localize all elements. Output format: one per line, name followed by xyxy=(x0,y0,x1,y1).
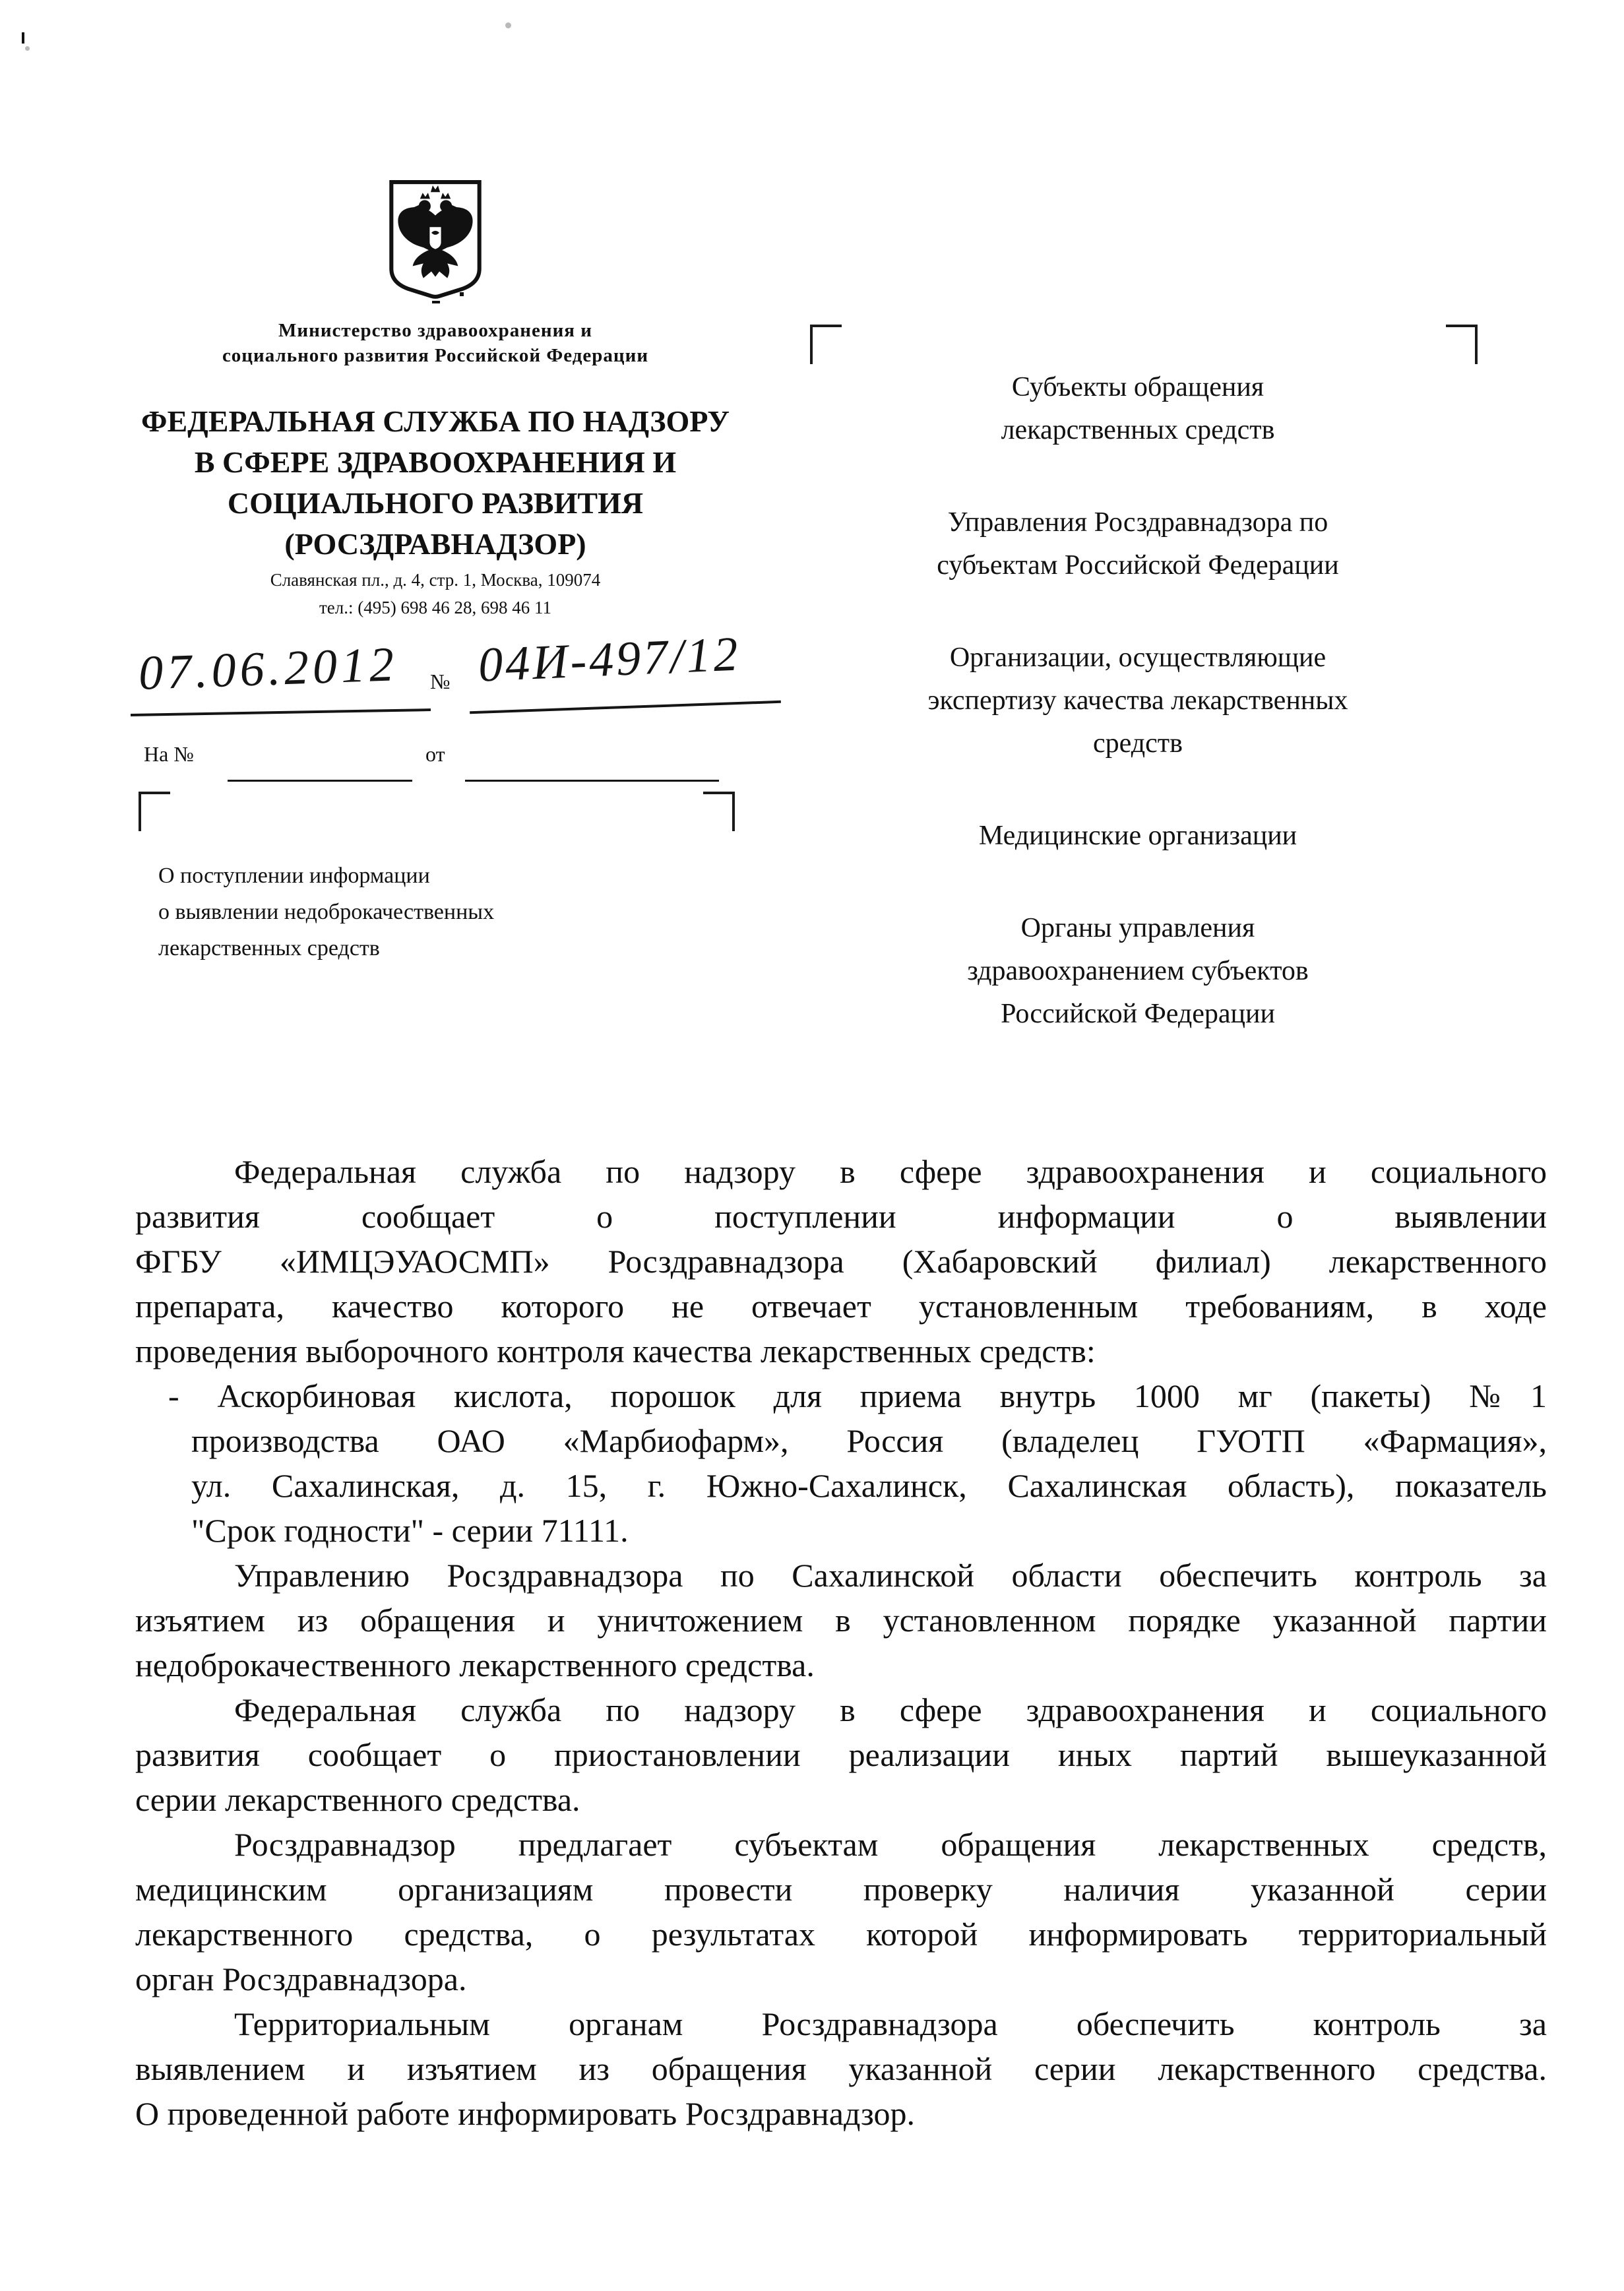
subject-line: о выявлении недоброкачественных xyxy=(158,900,495,924)
body-line: Федеральная служба по надзору в сфере здравоохранения и социального xyxy=(234,1153,1547,1190)
body-line: Территориальным органам Росздравнадзора обеспечить контроль за xyxy=(234,2005,1547,2042)
body-line: серии лекарственного средства. xyxy=(135,1781,580,1818)
body-line: проведения выборочного контроля качества лекарственных средств: xyxy=(135,1333,1096,1369)
service-line: В СФЕРЕ ЗДРАВООХРАНЕНИЯ И xyxy=(194,445,677,479)
body-line: "Срок годности" - серии 71111. xyxy=(191,1512,629,1549)
body-line: препарата, качество которого не отвечает установленным требованиям, в ходе xyxy=(135,1288,1547,1325)
body-line: развития сообщает о поступлении информации о выявлении xyxy=(135,1198,1547,1235)
body-line: ул. Сахалинская, д. 15, г. Южно-Сахалинск, Сахалинская область), показатель xyxy=(191,1467,1547,1504)
address-line: Славянская пл., д. 4, стр. 1, Москва, 109074 xyxy=(270,570,601,590)
coat-of-arms-icon xyxy=(381,177,489,303)
ministry-line: социального развития Российской Федерации xyxy=(222,345,649,366)
subject-block xyxy=(158,858,752,966)
body-line: орган Росздравнадзора. xyxy=(135,1961,467,1997)
paragraph-bullet xyxy=(168,1373,1547,1553)
recipient-line: Органы управления xyxy=(1020,913,1255,943)
scan-artifact xyxy=(25,46,30,51)
body-line: - Аскорбиновая кислота, порошок для приема внутрь 1000 мг (пакеты) №1 xyxy=(168,1377,1547,1414)
reply-number-blank xyxy=(228,780,412,782)
recipient-line: Организации, осуществляющие xyxy=(949,643,1327,673)
subject-line: О поступлении информации xyxy=(158,863,430,888)
letterhead-contacts xyxy=(125,566,745,621)
body-line: лекарственного средства, о результатах которой информировать территориальный xyxy=(135,1916,1547,1953)
body-line: Федеральная служба по надзору в сфере здравоохранения и социального xyxy=(234,1691,1547,1728)
recipient-line: лекарственных средств xyxy=(1001,415,1275,445)
service-line: СОЦИАЛЬНОГО РАЗВИТИЯ xyxy=(227,486,644,520)
paragraph xyxy=(135,1149,1547,1373)
reply-number-label: На № xyxy=(144,742,194,766)
date-underline xyxy=(131,708,431,716)
scan-artifact xyxy=(505,22,511,28)
recipient-line: Управления Росздравнадзора по xyxy=(947,507,1328,538)
recipient-line: здравоохранением субъектов xyxy=(967,956,1309,986)
recipient-line: субъектам Российской Федерации xyxy=(937,550,1339,581)
recipient-line: средств xyxy=(1093,728,1183,759)
body-line: Управлению Росздравнадзора по Сахалинской области обеспечить контроль за xyxy=(234,1557,1547,1594)
body-line: недоброкачественного лекарственного средства. xyxy=(135,1647,815,1683)
reply-date-blank xyxy=(465,780,719,782)
number-symbol: № xyxy=(430,670,451,693)
service-name xyxy=(125,401,745,565)
body-line: О проведенной работе информировать Росздравнадзор. xyxy=(135,2095,915,2132)
recipient xyxy=(825,501,1451,587)
ministry-line: Министерство здравоохранения и xyxy=(278,320,592,341)
recipient-line: Российской Федерации xyxy=(1001,999,1275,1029)
recipients-block xyxy=(825,366,1451,1085)
body-line: развития сообщает о приостановлении реализации иных партий вышеуказанной xyxy=(135,1736,1547,1773)
recipient xyxy=(825,815,1451,858)
recipients-corner-right xyxy=(1446,325,1478,364)
reply-from-label: от xyxy=(425,742,445,766)
recipient xyxy=(825,637,1451,765)
letter-body xyxy=(135,1149,1547,2136)
paragraph xyxy=(135,2001,1547,2136)
recipient-line: Субъекты обращения xyxy=(1011,372,1265,402)
subject-line: лекарственных средств xyxy=(158,936,380,960)
subject-corner-right xyxy=(703,792,735,831)
subject-corner-left xyxy=(139,792,170,831)
paragraph xyxy=(135,1553,1547,1687)
service-line: (РОСЗДРАВНАДЗОР) xyxy=(284,527,586,561)
body-line: изъятием из обращения и уничтожением в установленном порядке указанной партии xyxy=(135,1602,1547,1639)
recipient xyxy=(825,366,1451,452)
body-line: выявлением и изъятием из обращения указанной серии лекарственного средства. xyxy=(135,2050,1547,2087)
handwritten-number: 04И-497/12 xyxy=(477,627,742,693)
recipients-corner-left xyxy=(810,325,842,364)
paragraph xyxy=(135,1687,1547,1822)
number-underline xyxy=(470,701,781,714)
recipient-line: экспертизу качества лекарственных xyxy=(927,685,1348,716)
phone-line: тел.: (495) 698 46 28, 698 46 11 xyxy=(319,598,551,617)
service-line: ФЕДЕРАЛЬНАЯ СЛУЖБА ПО НАДЗОРУ xyxy=(141,404,730,438)
handwritten-date: 07.06.2012 xyxy=(137,637,399,701)
body-line: Росздравнадзор предлагает субъектам обращения лекарственных средств, xyxy=(234,1826,1547,1863)
recipient-line: Медицинские организации xyxy=(978,821,1297,851)
paragraph xyxy=(135,1822,1547,2001)
body-line: ФГБУ «ИМЦЭУАОСМП» Росздравнадзора (Хабаровский филиал) лекарственного xyxy=(135,1243,1547,1280)
body-line: производства ОАО «Марбиофарм», Россия (владелец ГУОТП «Фармация», xyxy=(191,1422,1547,1459)
recipient xyxy=(825,907,1451,1036)
scan-artifact xyxy=(22,32,24,44)
ministry-name xyxy=(125,318,745,368)
body-line: медицинским организациям провести проверку наличия указанной серии xyxy=(135,1871,1547,1908)
